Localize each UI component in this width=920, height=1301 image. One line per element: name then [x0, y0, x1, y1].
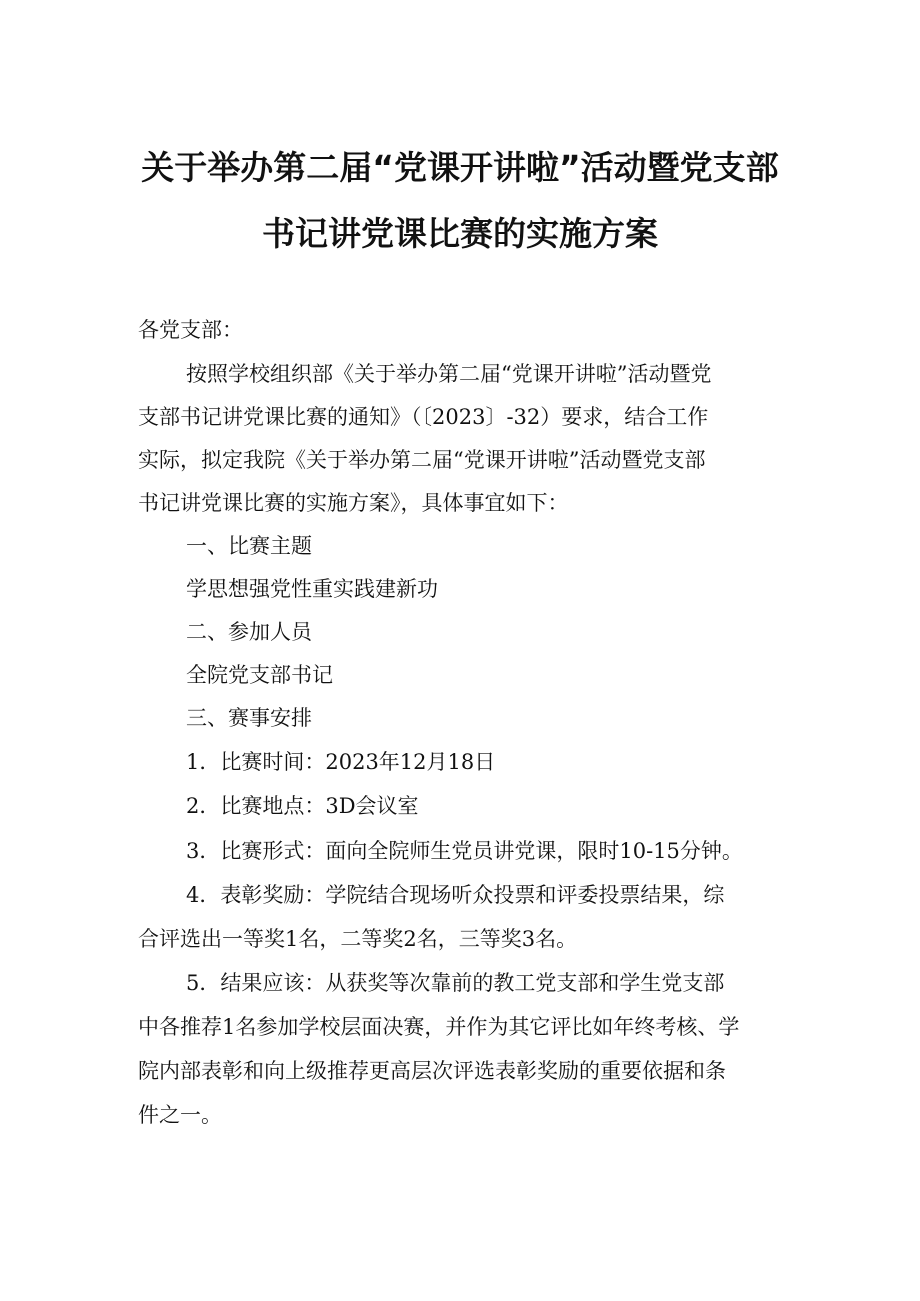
- intro-line-4: 书记讲党课比赛的实施方案》，具体事宜如下：: [138, 491, 569, 515]
- salutation: 各党支部：: [138, 318, 243, 342]
- section-2-body: 全院党支部书记: [186, 663, 333, 687]
- section-3-heading: 三、赛事安排: [186, 706, 312, 730]
- intro-line-1: 按照学校组织部《关于举办第二届“党课开讲啦”活动暨党: [186, 362, 712, 386]
- document-title-line-1: 关于举办第二届“党课开讲啦”活动暨党支部: [141, 148, 779, 187]
- arrangement-item-2: 2．比赛地点：3D会议室: [186, 794, 419, 818]
- arrangement-item-4-line-1: 4．表彰奖励：学院结合现场听众投票和评委投票结果，综: [186, 883, 725, 907]
- intro-line-3: 实际，拟定我院《关于举办第二届“党课开讲啦”活动暨党支部: [138, 448, 706, 472]
- intro-line-2: 支部书记讲党课比赛的通知》（〔2023〕-32）要求，结合工作: [138, 405, 709, 429]
- arrangement-item-4-line-2: 合评选出一等奖1名，二等奖2名，三等奖3名。: [138, 927, 578, 951]
- arrangement-item-5-line-4: 件之一。: [138, 1103, 222, 1127]
- section-2-heading: 二、参加人员: [186, 620, 312, 644]
- arrangement-item-1: 1．比赛时间：2023年12月18日: [186, 750, 496, 774]
- arrangement-item-3: 3．比赛形式：面向全院师生党员讲党课，限时10-15分钟。: [186, 839, 743, 863]
- arrangement-item-5-line-2: 中各推荐1名参加学校层面决赛，并作为其它评比如年终考核、学: [138, 1015, 740, 1039]
- section-1-body: 学思想强党性重实践建新功: [186, 577, 438, 601]
- section-1-heading: 一、比赛主题: [186, 534, 312, 558]
- document-title-line-2: 书记讲党课比赛的实施方案: [262, 214, 658, 253]
- arrangement-item-5-line-3: 院内部表彰和向上级推荐更高层次评选表彰奖励的重要依据和条: [138, 1059, 726, 1083]
- arrangement-item-5-line-1: 5．结果应该：从获奖等次靠前的教工党支部和学生党支部: [186, 971, 725, 995]
